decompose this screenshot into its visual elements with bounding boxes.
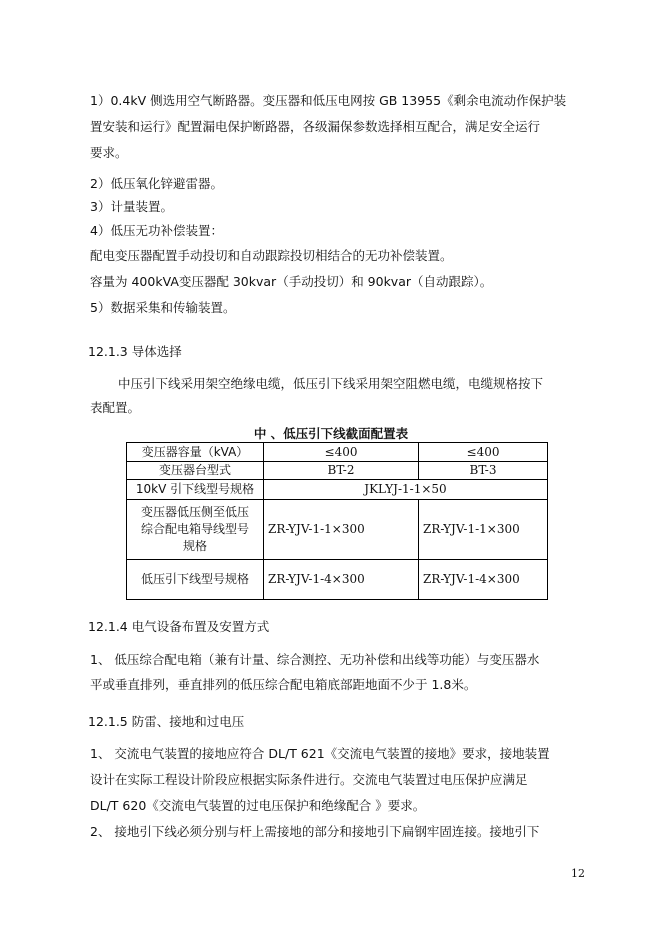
table-cell: ZR-YJV-1-1×300 bbox=[264, 500, 419, 560]
table-cell: BT-3 bbox=[419, 462, 548, 480]
table-cell: BT-2 bbox=[264, 462, 419, 480]
table-cell: ≤400 bbox=[419, 443, 548, 462]
table-cell-label bbox=[127, 500, 264, 560]
item-4-detail-2: 容量为 400kVA变压器配 30kvar（手动投切）和 90kvar（自动跟踪）。 bbox=[90, 274, 493, 289]
section-12-1-4-heading: 12.1.4 电气设备布置及安置方式 bbox=[88, 619, 270, 634]
table-cell-label-line: 变压器低压侧至低压 bbox=[140, 505, 249, 519]
table-row bbox=[127, 480, 548, 500]
item-1-line-2: 置安装和运行》配置漏电保护断路器，各级漏保参数选择相互配合，满足安全运行 bbox=[90, 119, 541, 134]
table-cell: ≤400 bbox=[264, 443, 419, 462]
cable-spec-table bbox=[126, 442, 548, 600]
section-12-1-5-body-line-4: 2、 接地引下线必须分别与杆上需接地的部分和接地引下扁钢牢固连接。接地引下 bbox=[90, 824, 540, 839]
section-12-1-5-body-line-3: DL/T 620《交流电气装置的过电压保护和绝缘配合 》要求。 bbox=[90, 798, 426, 813]
item-2: 2）低压氧化锌避雷器。 bbox=[90, 176, 223, 191]
item-5: 5）数据采集和传输装置。 bbox=[90, 300, 236, 315]
section-12-1-5-body-line-1: 1、 交流电气装置的接地应符合 DL/T 621《交流电气装置的接地》要求，接地装置 bbox=[90, 746, 550, 761]
section-12-1-5-body-line-2: 设计在实际工程设计阶段应根据实际条件进行。交流电气装置过电压保护应满足 bbox=[90, 772, 528, 787]
section-12-1-4-body-line-2: 平或垂直排列，垂直排列的低压综合配电箱底部距地面不少于 1.8米。 bbox=[90, 677, 477, 692]
table-cell: ZR-YJV-1-1×300 bbox=[419, 500, 548, 560]
table-row bbox=[127, 500, 548, 560]
item-4-detail-1: 配电变压器配置手动投切和自动跟踪投切相结合的无功补偿装置。 bbox=[90, 248, 453, 263]
section-12-1-5-heading: 12.1.5 防雷、接地和过电压 bbox=[88, 714, 245, 729]
item-3: 3）计量装置。 bbox=[90, 199, 173, 214]
section-12-1-3-body-line-1: 中压引下线采用架空绝缘电缆，低压引下线采用架空阻燃电缆，电缆规格按下 bbox=[118, 376, 544, 391]
table-cell-label: 10kV 引下线型号规格 bbox=[127, 480, 264, 500]
table-cell-merged: JKLYJ-1-1×50 bbox=[264, 480, 548, 500]
table-cell-label: 变压器台型式 bbox=[127, 462, 264, 480]
section-12-1-4-body-line-1: 1、 低压综合配电箱（兼有计量、综合测控、无功补偿和出线等功能）与变压器水 bbox=[90, 652, 540, 667]
section-12-1-3-heading: 12.1.3 导体选择 bbox=[88, 344, 182, 359]
table-cell-label-line: 综合配电箱导线型号 bbox=[140, 522, 249, 536]
table-row bbox=[127, 462, 548, 480]
table-cell-label-line: 规格 bbox=[182, 539, 207, 553]
page-number: 12 bbox=[571, 867, 585, 880]
table-cell: ZR-YJV-1-4×300 bbox=[264, 560, 419, 600]
table-row bbox=[127, 443, 548, 462]
table-caption: 中 、低压引下线截面配置表 bbox=[253, 426, 409, 441]
section-12-1-3-body-line-2: 表配置。 bbox=[90, 400, 141, 415]
table-row bbox=[127, 560, 548, 600]
table-cell-label: 变压器容量（kVA） bbox=[127, 443, 264, 462]
table-cell: ZR-YJV-1-4×300 bbox=[419, 560, 548, 600]
item-1-line-1: 1）0.4kV 侧选用空气断路器。变压器和低压电网按 GB 13955《剩余电流动作保护装 bbox=[90, 93, 567, 108]
item-1-line-3: 要求。 bbox=[90, 145, 128, 160]
item-4: 4）低压无功补偿装置： bbox=[90, 223, 223, 238]
table-cell-label: 低压引下线型号规格 bbox=[127, 560, 264, 600]
